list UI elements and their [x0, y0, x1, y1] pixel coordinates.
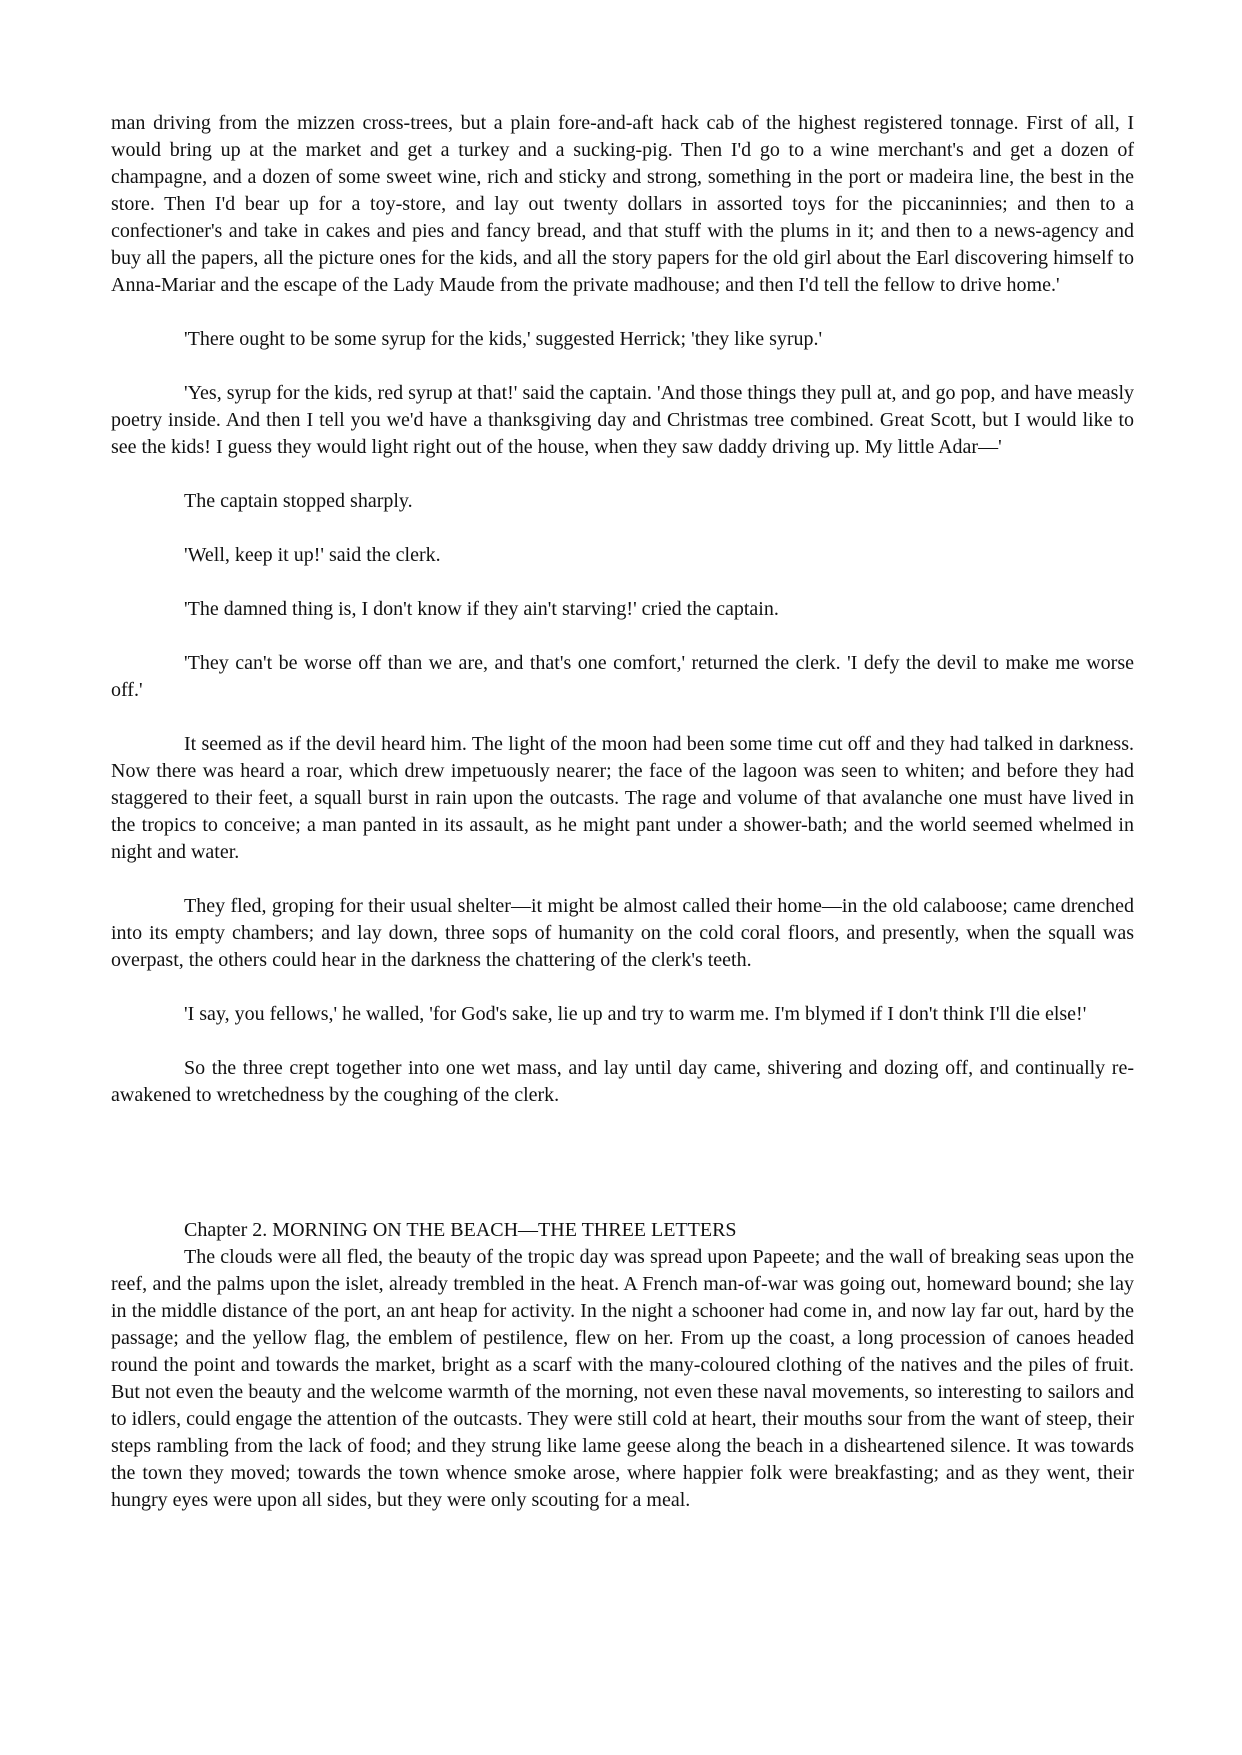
- document-page: [111, 110, 1134, 1514]
- chapter-paragraph: The clouds were all fled, the beauty of the tropic day was spread upon Papeete; and the wall of breaking seas upon the reef, and the palms upon the islet, already trembled in the heat. A French man-of-war was going out, homeward bound; she lay in the middle distance of the port, an ant heap for activity. In the night a schooner had come in, and now lay far out, hard by the passage; and the yellow flag, the emblem of pestilence, flew on her. From up the coast, a long procession of canoes headed round the point and towards the market, bright as a scarf with the many-coloured clothing of the natives and the piles of fruit. But not even the beauty and the welcome warmth of the morning, not even these naval movements, so interesting to sailors and to idlers, could engage the attention of the outcasts. They were still cold at heart, their mouths sour from the want of steep, their steps rambling from the lack of food; and they strung like lame geese along the beach in a disheartened silence. It was towards the town they moved; towards the town whence smoke arose, where happier folk were breakfasting; and as they went, their hungry eyes were upon all sides, but they were only scouting for a meal.: [111, 1246, 1134, 1511]
- paragraph: 'Well, keep it up!' said the clerk.: [184, 544, 441, 566]
- paragraph: 'Yes, syrup for the kids, red syrup at that!' said the captain. 'And those things they pull at, and go pop, and have measly poetry inside. And then I tell you we'd have a thanksgiving day and Christmas tree combined. Great Scott, but I would like to see the kids! I guess they would light right out of the house, when they saw daddy driving up. My little Adar—': [111, 382, 1134, 458]
- paragraph: 'I say, you fellows,' he walled, 'for God's sake, lie up and try to warm me. I'm blymed if I don't think I'll die else!': [184, 1003, 1087, 1025]
- paragraph: man driving from the mizzen cross-trees, but a plain fore-and-aft hack cab of the highest registered tonnage. First of all, I would bring up at the market and get a turkey and a sucking-pig. Then I'd go to a wine merchant's and get a dozen of champagne, and a dozen of some sweet wine, rich and sticky and strong, something in the port or madeira line, the best in the store. Then I'd bear up for a toy-store, and lay out twenty dollars in assorted toys for the piccaninnies; and then to a confectioner's and take in cakes and pies and fancy bread, and that stuff with the plums in it; and then to a news-agency and buy all the papers, all the picture ones for the kids, and all the story papers for the old girl about the Earl discovering himself to Anna-Mariar and the escape of the Lady Maude from the private madhouse; and then I'd tell the fellow to drive home.': [111, 112, 1134, 296]
- paragraph: So the three crept together into one wet mass, and lay until day came, shivering and dozing off, and continually re-awakened to wretchedness by the coughing of the clerk.: [111, 1057, 1134, 1106]
- paragraph: They fled, groping for their usual shelter—it might be almost called their home—in the old calaboose; came drenched into its empty chambers; and lay down, three sops of humanity on the cold coral floors, and presently, when the squall was overpast, the others could hear in the darkness the chattering of the clerk's teeth.: [111, 895, 1134, 971]
- paragraph: 'There ought to be some syrup for the kids,' suggested Herrick; 'they like syrup.': [184, 328, 823, 350]
- chapter-heading: Chapter 2. MORNING ON THE BEACH—THE THREE LETTERS: [184, 1219, 737, 1241]
- paragraph: The captain stopped sharply.: [184, 490, 413, 512]
- paragraph: It seemed as if the devil heard him. The light of the moon had been some time cut off and they had talked in darkness. Now there was heard a roar, which drew impetuously nearer; the face of the lagoon was seen to whiten; and before they had staggered to their feet, a squall burst in rain upon the outcasts. The rage and volume of that avalanche one must have lived in the tropics to conceive; a man panted in its assault, as he might pant under a shower-bath; and the world seemed whelmed in night and water.: [111, 733, 1134, 863]
- paragraph: 'The damned thing is, I don't know if they ain't starving!' cried the captain.: [184, 598, 779, 620]
- chapter-spacer: [111, 1109, 1134, 1217]
- paragraph: 'They can't be worse off than we are, and that's one comfort,' returned the clerk. 'I defy the devil to make me worse off.': [111, 652, 1134, 701]
